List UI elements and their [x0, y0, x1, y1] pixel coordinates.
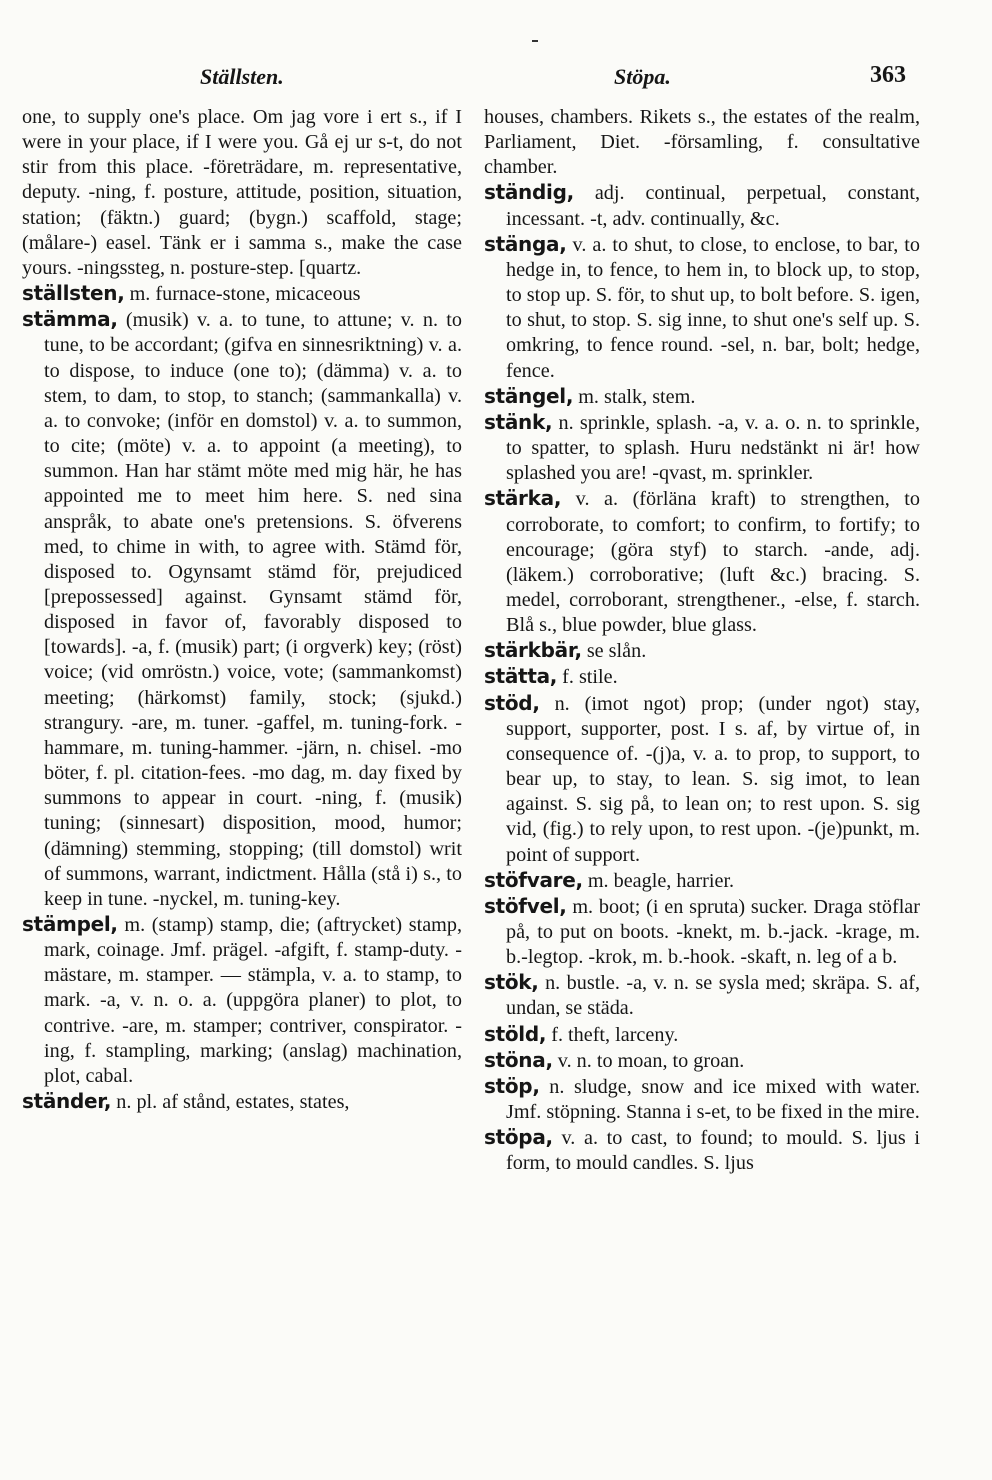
entry — [484, 1048, 920, 1074]
entry-headword: stärka, — [484, 486, 562, 511]
entry — [484, 894, 920, 970]
entry — [484, 104, 920, 180]
entry — [484, 180, 920, 231]
entry-text: houses, chambers. Rikets s., the estates of the realm, Parliament, Diet. -församling, f. consultative chamber. — [484, 106, 920, 179]
entry — [22, 281, 462, 307]
page-header — [0, 58, 992, 94]
entry-text: m. beagle, harrier. — [582, 869, 735, 892]
entry — [484, 664, 920, 690]
entry-headword: stänk, — [484, 409, 553, 434]
entry-headword: stöd, — [484, 690, 540, 715]
page-number: 363 — [870, 62, 906, 88]
entry — [484, 970, 920, 1021]
entry-headword: stöpa, — [484, 1125, 553, 1150]
entry-text: (musik) v. a. to tune, to attune; v. n. to tune, to be accordant; (gifva en sinnesriktning) v. a. to dispose, to induce (one to); (dämma) v. a. to stem, to dam, to stop, to stanch; (sammankalla) v. a. to convoke; (inför en domstol) v. a. to summon, to cite; (möte) v. a. to appoint (a meeting), to summon. Han har stämt möte med mig här, he has appointed me to meet him here. S. ned sina anspråk, to abate one's pretensions. S. öfverens med, to chime in with, to agree with. Stämd för, disposed to. Ogynsamt stämd för, prejudiced [prepossessed] against. Gynsamt stämd för, disposed in favor of, favorably disposed to [towards]. -a, f. (musik) part; (i orgverk) key; (röst) voice; (vid omröstn.) voice, vote; (sammankomst) meeting; (härkomst) family, stock; (sjukd.) strangury. -are, m. tuner. -gaffel, m. tuning-fork. -hammare, m. tuning-hammer. -järn, n. chisel. -mo böter, f. pl. citation-fees. -mo dag, m. day fixed by summons to appear in court. -ning, f. (musik) tuning; (sinnesart) disposition, mood, humor; (dämning) stemming, stopping; (till domstol) writ of summons, warrant, indictment. Hålla (stå i) s., to keep in tune. -nyckel, m. tuning-key. — [44, 309, 462, 910]
left-guide-word: Ställsten. — [200, 64, 284, 89]
entry — [484, 868, 920, 894]
entry-headword: stärkbär, — [484, 638, 582, 663]
entry — [484, 691, 920, 868]
entry-text: m. furnace-stone, micaceous — [124, 283, 361, 306]
entry-text: se slån. — [581, 640, 647, 663]
entry — [484, 1074, 920, 1125]
entry-headword: stämpel, — [22, 912, 118, 936]
entry — [484, 384, 920, 410]
entry-text: n. (imot ngot) prop; (under ngot) stay, support, supporter, post. I s. af, by virtue of, in consequence of. -(j)a, v. a. to prop, to support, to bear up, to stay, to lean. S. sig imot, to lean against. S. sig på, to lean on; to rest upon. S. sig vid, (fig.) to rely upon, to rest upon. -(je)punkt, m. point of support. — [506, 692, 920, 866]
entry — [484, 232, 920, 384]
entry-text: f. theft, larceny. — [546, 1023, 679, 1046]
entry-headword: stängel, — [484, 383, 574, 408]
left-column — [22, 104, 462, 1115]
entry-text: v. a. (förläna kraft) to strengthen, to corroborate, to comfort; to confirm, to fortify; to encourage; (göra styf) to starch. -ande, adj. (läkem.) corroborative; (luft &c.) bracing. S. medel, corroborant, strengthener., -else, f. starch. Blå s., blue powder, blue glass. — [506, 488, 920, 637]
entry-text: one, to supply one's place. Om jag vore i ert s., if I were in your place, if I were you. Gå ej ur s-t, do not stir from this place. -företrädare, m. representative, deputy. -ning, f. posture, attitude, position, situation, station; (fäktn.) guard; (bygn.) scaffold, stage; (målare-) easel. Tänk er i samma s., make the case yours. -ningssteg, n. posture-step. [quartz. — [22, 106, 462, 279]
entry-headword: stöfvel, — [484, 893, 567, 918]
entry-text: n. bustle. -a, v. n. se sysla med; skräpa. S. af, undan, se städa. — [506, 972, 920, 1020]
entry — [22, 307, 462, 912]
entry-headword: stöld, — [484, 1021, 547, 1046]
entry-headword: stök, — [484, 970, 539, 995]
entry-headword: ständig, — [484, 180, 574, 205]
entry-text: m. (stamp) stamp, die; (aftrycket) stamp, mark, coinage. Jmf. prägel. -afgift, f. stamp-duty. -mästare, m. stamper. — stämpla, v. a. to stamp, to mark. -a, v. n. o. a. (uppgöra planer) to plot, to contrive. -are, m. stamper; contriver, conspirator. -ing, f. stampling, marking; (anslag) machination, plot, cabal. — [44, 914, 462, 1087]
entry — [22, 1089, 462, 1115]
entry-headword: stöfvare, — [484, 867, 583, 892]
entry — [22, 104, 462, 281]
entry-headword: ständer, — [22, 1089, 112, 1114]
entry — [484, 410, 920, 486]
entry-text: v. a. to cast, to found; to mould. S. ljus i form, to mould candles. S. ljus — [506, 1127, 920, 1175]
entry-text: adj. continual, perpetual, constant, incessant. -t, adv. continually, &c. — [506, 182, 920, 230]
right-guide-word: Stöpa. — [614, 64, 671, 89]
entry — [484, 1125, 920, 1176]
print-mark — [532, 40, 538, 42]
right-column — [484, 104, 920, 1177]
entry-text: f. stile. — [557, 666, 618, 689]
entry-headword: stämma, — [22, 307, 118, 332]
entry — [22, 912, 462, 1089]
entry-text: n. sludge, snow and ice mixed with water. Jmf. stöpning. Stanna i s-et, to be fixed in the mire. — [506, 1075, 920, 1124]
entry — [484, 486, 920, 638]
entry-headword: stänga, — [484, 231, 567, 256]
entry-headword: stöp, — [484, 1073, 540, 1098]
entry-text: m. stalk, stem. — [573, 385, 696, 408]
entry-text: n. sprinkle, splash. -a, v. a. o. n. to sprinkle, to spatter, to splash. Huru nedstänkt ni är! how splashed you are! -qvast, m. sprinkler. — [506, 411, 920, 485]
entry-headword: ställsten, — [22, 281, 125, 306]
entry-headword: stöna, — [484, 1047, 553, 1072]
entry-text: m. boot; (i en spruta) sucker. Draga stöflar på, to put on boots. -knekt, m. b.-jack. -krage, m. b.-legtop. -krok, m. b.-hook. -skaft, n. leg of a b. — [506, 895, 920, 969]
entry-text: n. pl. af stånd, estates, states, — [111, 1091, 350, 1114]
entry — [484, 638, 920, 664]
entry-text: v. n. to moan, to groan. — [552, 1049, 745, 1072]
entry-text: v. a. to shut, to close, to enclose, to bar, to hedge in, to fence, to hem in, to block up, to stop, to stop up. S. för, to shut up, to bolt before. S. igen, to shut, to stop. S. sig inne, to shut one's self up. S. omkring, to fence round. -sel, n. bar, bolt; hedge, fence. — [506, 233, 920, 382]
entry — [484, 1022, 920, 1048]
entry-headword: stätta, — [484, 664, 558, 689]
